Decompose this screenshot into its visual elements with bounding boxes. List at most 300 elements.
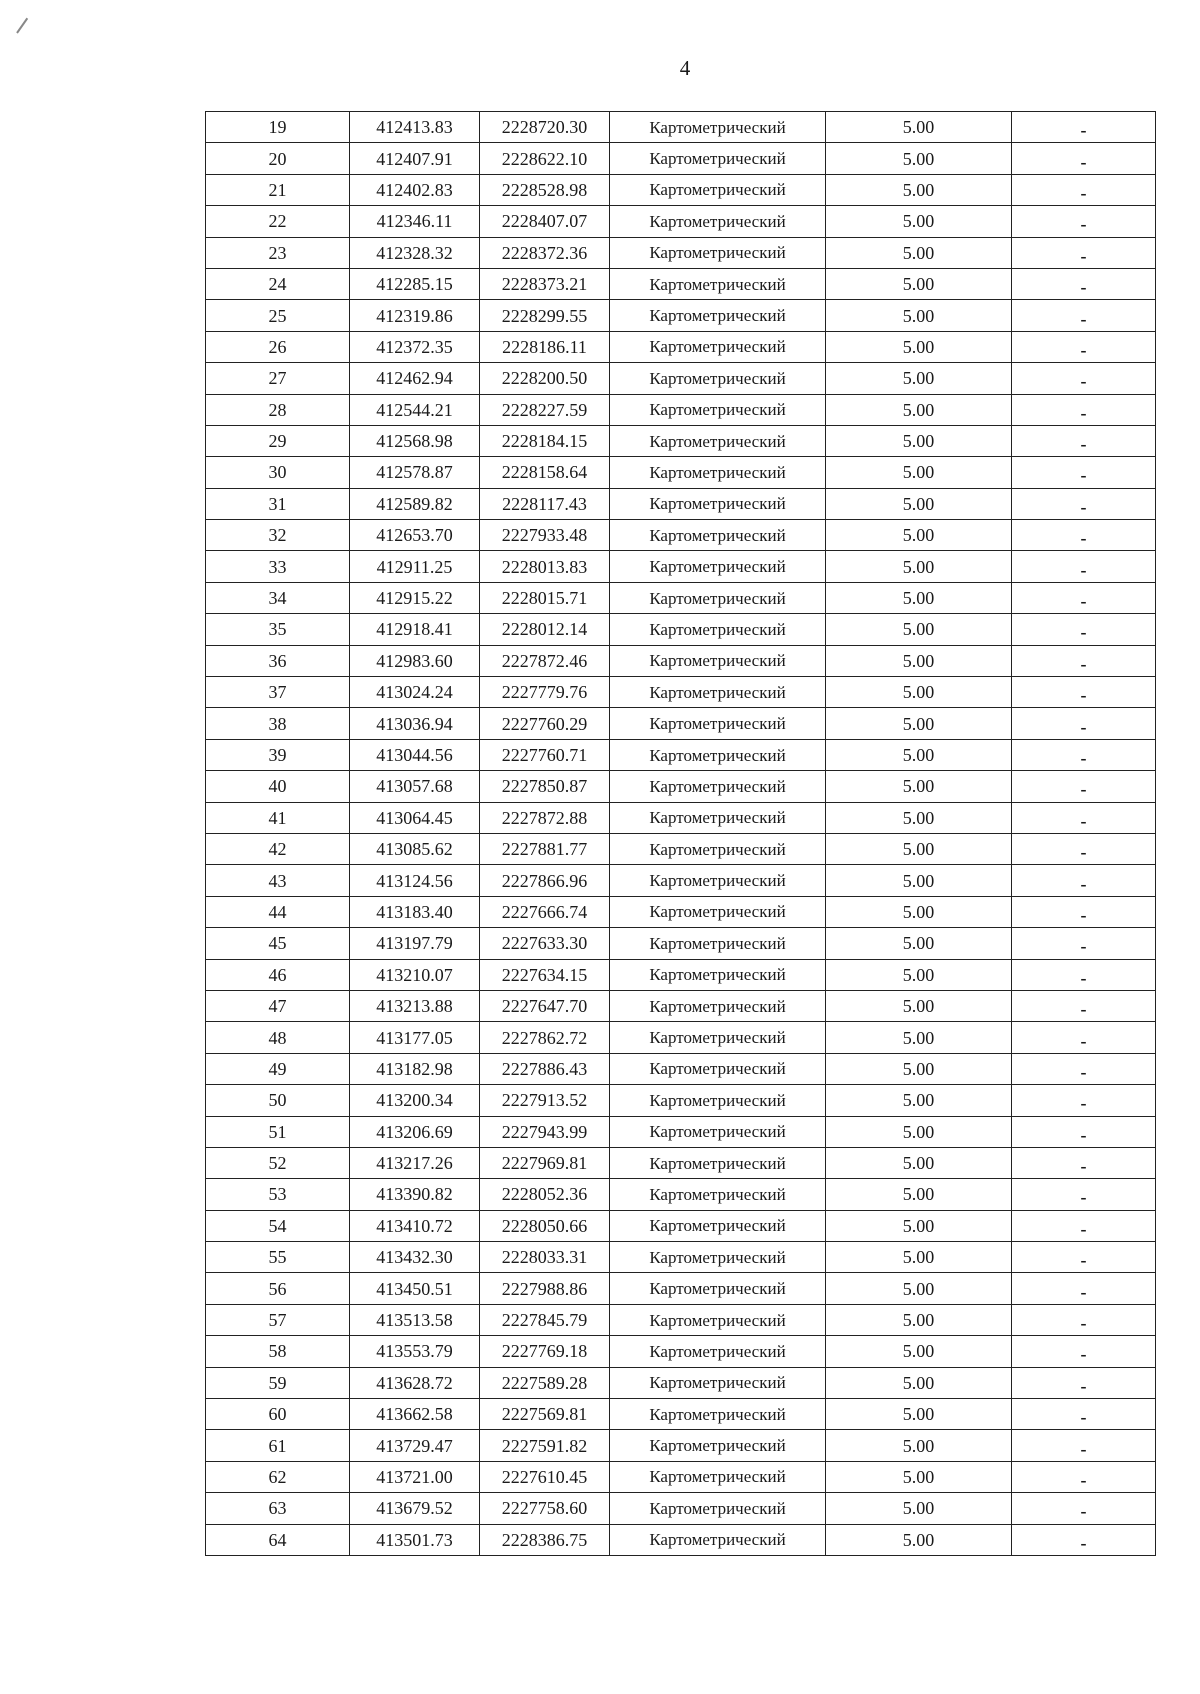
point-number-cell: 64: [206, 1524, 350, 1555]
point-number-cell: 53: [206, 1179, 350, 1210]
note-dash: -: [1080, 1156, 1087, 1177]
y-coordinate-cell: 2227591.82: [480, 1430, 610, 1461]
point-number-cell: 49: [206, 1053, 350, 1084]
precision-cell: 5.00: [826, 708, 1012, 739]
note-dash: -: [1080, 214, 1087, 235]
y-coordinate-cell: 2228184.15: [480, 425, 610, 456]
method-cell: Картометрический: [610, 582, 826, 613]
table-row: [206, 1304, 1156, 1335]
note-cell: [1012, 206, 1156, 237]
precision-cell: 5.00: [826, 112, 1012, 143]
note-cell: [1012, 990, 1156, 1021]
precision-cell: 5.00: [826, 1493, 1012, 1524]
note-cell: [1012, 551, 1156, 582]
x-coordinate-cell: 413197.79: [350, 928, 480, 959]
precision-cell: 5.00: [826, 582, 1012, 613]
point-number-cell: 62: [206, 1461, 350, 1492]
x-coordinate-cell: 413679.52: [350, 1493, 480, 1524]
method-cell: Картометрический: [610, 928, 826, 959]
x-coordinate-cell: 413628.72: [350, 1367, 480, 1398]
method-cell: Картометрический: [610, 1524, 826, 1555]
precision-cell: 5.00: [826, 1273, 1012, 1304]
note-cell: [1012, 739, 1156, 770]
y-coordinate-cell: 2227845.79: [480, 1304, 610, 1335]
point-number-cell: 40: [206, 771, 350, 802]
note-dash: -: [1080, 810, 1087, 831]
method-cell: Картометрический: [610, 645, 826, 676]
table-row: [206, 206, 1156, 237]
note-dash: -: [1080, 1218, 1087, 1239]
y-coordinate-cell: 2227988.86: [480, 1273, 610, 1304]
note-cell: [1012, 1179, 1156, 1210]
precision-cell: 5.00: [826, 990, 1012, 1021]
table-row: [206, 1273, 1156, 1304]
method-cell: Картометрический: [610, 1461, 826, 1492]
point-number-cell: 54: [206, 1210, 350, 1241]
point-number-cell: 36: [206, 645, 350, 676]
note-cell: [1012, 394, 1156, 425]
table-row: [206, 300, 1156, 331]
x-coordinate-cell: 413721.00: [350, 1461, 480, 1492]
note-cell: [1012, 1524, 1156, 1555]
x-coordinate-cell: 413213.88: [350, 990, 480, 1021]
y-coordinate-cell: 2227872.88: [480, 802, 610, 833]
method-cell: Картометрический: [610, 425, 826, 456]
precision-cell: 5.00: [826, 268, 1012, 299]
note-cell: [1012, 143, 1156, 174]
precision-cell: 5.00: [826, 614, 1012, 645]
table-row: [206, 425, 1156, 456]
table-row: [206, 1116, 1156, 1147]
y-coordinate-cell: 2227634.15: [480, 959, 610, 990]
method-cell: Картометрический: [610, 1367, 826, 1398]
x-coordinate-cell: 413206.69: [350, 1116, 480, 1147]
note-dash: -: [1080, 999, 1087, 1020]
note-cell: [1012, 363, 1156, 394]
precision-cell: 5.00: [826, 331, 1012, 362]
method-cell: Картометрический: [610, 802, 826, 833]
x-coordinate-cell: 412544.21: [350, 394, 480, 425]
x-coordinate-cell: 412918.41: [350, 614, 480, 645]
precision-cell: 5.00: [826, 237, 1012, 268]
method-cell: Картометрический: [610, 959, 826, 990]
y-coordinate-cell: 2228299.55: [480, 300, 610, 331]
note-dash: -: [1080, 1250, 1087, 1271]
table-row: [206, 1210, 1156, 1241]
note-dash: -: [1080, 779, 1087, 800]
y-coordinate-cell: 2228033.31: [480, 1242, 610, 1273]
note-cell: [1012, 614, 1156, 645]
method-cell: Картометрический: [610, 1242, 826, 1273]
table-row: [206, 833, 1156, 864]
note-cell: [1012, 582, 1156, 613]
y-coordinate-cell: 2227758.60: [480, 1493, 610, 1524]
note-dash: -: [1080, 1093, 1087, 1114]
note-cell: [1012, 708, 1156, 739]
point-number-cell: 45: [206, 928, 350, 959]
x-coordinate-cell: 413024.24: [350, 677, 480, 708]
note-dash: -: [1080, 685, 1087, 706]
coordinates-table: [205, 111, 1156, 1556]
note-dash: -: [1080, 1187, 1087, 1208]
method-cell: Картометрический: [610, 1304, 826, 1335]
table-row: [206, 1022, 1156, 1053]
table-row: [206, 394, 1156, 425]
point-number-cell: 20: [206, 143, 350, 174]
x-coordinate-cell: 413662.58: [350, 1399, 480, 1430]
precision-cell: 5.00: [826, 771, 1012, 802]
note-cell: [1012, 425, 1156, 456]
method-cell: Картометрический: [610, 206, 826, 237]
method-cell: Картометрический: [610, 1493, 826, 1524]
note-dash: -: [1080, 151, 1087, 172]
table-row: [206, 739, 1156, 770]
note-dash: -: [1080, 936, 1087, 957]
note-cell: [1012, 833, 1156, 864]
x-coordinate-cell: 413217.26: [350, 1147, 480, 1178]
x-coordinate-cell: 412346.11: [350, 206, 480, 237]
note-cell: [1012, 1053, 1156, 1084]
note-cell: [1012, 1147, 1156, 1178]
note-dash: -: [1080, 904, 1087, 925]
note-dash: -: [1080, 1061, 1087, 1082]
x-coordinate-cell: 412568.98: [350, 425, 480, 456]
note-dash: -: [1080, 653, 1087, 674]
method-cell: Картометрический: [610, 1210, 826, 1241]
y-coordinate-cell: 2227666.74: [480, 896, 610, 927]
point-number-cell: 23: [206, 237, 350, 268]
y-coordinate-cell: 2227850.87: [480, 771, 610, 802]
y-coordinate-cell: 2227647.70: [480, 990, 610, 1021]
point-number-cell: 22: [206, 206, 350, 237]
y-coordinate-cell: 2228622.10: [480, 143, 610, 174]
x-coordinate-cell: 412911.25: [350, 551, 480, 582]
note-cell: [1012, 520, 1156, 551]
note-dash: -: [1080, 120, 1087, 141]
table-row: [206, 1336, 1156, 1367]
point-number-cell: 59: [206, 1367, 350, 1398]
method-cell: Картометрический: [610, 677, 826, 708]
method-cell: Картометрический: [610, 112, 826, 143]
x-coordinate-cell: 413183.40: [350, 896, 480, 927]
y-coordinate-cell: 2228186.11: [480, 331, 610, 362]
precision-cell: 5.00: [826, 677, 1012, 708]
precision-cell: 5.00: [826, 928, 1012, 959]
x-coordinate-cell: 413501.73: [350, 1524, 480, 1555]
precision-cell: 5.00: [826, 802, 1012, 833]
point-number-cell: 48: [206, 1022, 350, 1053]
y-coordinate-cell: 2228013.83: [480, 551, 610, 582]
method-cell: Картометрический: [610, 551, 826, 582]
table-row: [206, 614, 1156, 645]
note-dash: -: [1080, 1438, 1087, 1459]
x-coordinate-cell: 412413.83: [350, 112, 480, 143]
precision-cell: 5.00: [826, 645, 1012, 676]
precision-cell: 5.00: [826, 1085, 1012, 1116]
x-coordinate-cell: 413553.79: [350, 1336, 480, 1367]
note-cell: [1012, 1367, 1156, 1398]
x-coordinate-cell: 413729.47: [350, 1430, 480, 1461]
method-cell: Картометрический: [610, 488, 826, 519]
note-cell: [1012, 1085, 1156, 1116]
precision-cell: 5.00: [826, 1179, 1012, 1210]
note-dash: -: [1080, 182, 1087, 203]
table-row: [206, 677, 1156, 708]
note-dash: -: [1080, 716, 1087, 737]
note-dash: -: [1080, 591, 1087, 612]
note-cell: [1012, 1022, 1156, 1053]
note-cell: [1012, 1430, 1156, 1461]
x-coordinate-cell: 413036.94: [350, 708, 480, 739]
precision-cell: 5.00: [826, 551, 1012, 582]
x-coordinate-cell: 413390.82: [350, 1179, 480, 1210]
note-dash: -: [1080, 277, 1087, 298]
y-coordinate-cell: 2228227.59: [480, 394, 610, 425]
precision-cell: 5.00: [826, 457, 1012, 488]
y-coordinate-cell: 2228720.30: [480, 112, 610, 143]
x-coordinate-cell: 412407.91: [350, 143, 480, 174]
note-cell: [1012, 865, 1156, 896]
note-dash: -: [1080, 245, 1087, 266]
method-cell: Картометрический: [610, 1147, 826, 1178]
precision-cell: 5.00: [826, 1524, 1012, 1555]
point-number-cell: 61: [206, 1430, 350, 1461]
note-dash: -: [1080, 1469, 1087, 1490]
precision-cell: 5.00: [826, 1430, 1012, 1461]
point-number-cell: 55: [206, 1242, 350, 1273]
x-coordinate-cell: 412578.87: [350, 457, 480, 488]
method-cell: Картометрический: [610, 520, 826, 551]
point-number-cell: 52: [206, 1147, 350, 1178]
note-dash: -: [1080, 465, 1087, 486]
note-cell: [1012, 771, 1156, 802]
table-row: [206, 143, 1156, 174]
table-row: [206, 268, 1156, 299]
precision-cell: 5.00: [826, 1116, 1012, 1147]
note-cell: [1012, 1242, 1156, 1273]
table-row: [206, 865, 1156, 896]
table-row: [206, 488, 1156, 519]
precision-cell: 5.00: [826, 1210, 1012, 1241]
note-cell: [1012, 1336, 1156, 1367]
point-number-cell: 56: [206, 1273, 350, 1304]
point-number-cell: 35: [206, 614, 350, 645]
x-coordinate-cell: 412372.35: [350, 331, 480, 362]
x-coordinate-cell: 412589.82: [350, 488, 480, 519]
method-cell: Картометрический: [610, 268, 826, 299]
method-cell: Картометрический: [610, 708, 826, 739]
table-row: [206, 112, 1156, 143]
method-cell: Картометрический: [610, 1399, 826, 1430]
method-cell: Картометрический: [610, 143, 826, 174]
precision-cell: 5.00: [826, 1367, 1012, 1398]
y-coordinate-cell: 2228052.36: [480, 1179, 610, 1210]
coordinates-table-body: [206, 112, 1156, 1556]
x-coordinate-cell: 413432.30: [350, 1242, 480, 1273]
method-cell: Картометрический: [610, 990, 826, 1021]
x-coordinate-cell: 412653.70: [350, 520, 480, 551]
point-number-cell: 28: [206, 394, 350, 425]
point-number-cell: 27: [206, 363, 350, 394]
table-row: [206, 237, 1156, 268]
note-dash: -: [1080, 622, 1087, 643]
method-cell: Картометрический: [610, 833, 826, 864]
point-number-cell: 29: [206, 425, 350, 456]
method-cell: Картометрический: [610, 331, 826, 362]
y-coordinate-cell: 2228386.75: [480, 1524, 610, 1555]
method-cell: Картометрический: [610, 614, 826, 645]
x-coordinate-cell: 412983.60: [350, 645, 480, 676]
method-cell: Картометрический: [610, 1022, 826, 1053]
y-coordinate-cell: 2227633.30: [480, 928, 610, 959]
point-number-cell: 41: [206, 802, 350, 833]
point-number-cell: 38: [206, 708, 350, 739]
note-dash: -: [1080, 1407, 1087, 1428]
y-coordinate-cell: 2228117.43: [480, 488, 610, 519]
table-row: [206, 1493, 1156, 1524]
x-coordinate-cell: 413200.34: [350, 1085, 480, 1116]
point-number-cell: 32: [206, 520, 350, 551]
y-coordinate-cell: 2227872.46: [480, 645, 610, 676]
note-dash: -: [1080, 308, 1087, 329]
y-coordinate-cell: 2227881.77: [480, 833, 610, 864]
page-number: 4: [679, 56, 691, 80]
precision-cell: 5.00: [826, 1399, 1012, 1430]
precision-cell: 5.00: [826, 1242, 1012, 1273]
table-row: [206, 1367, 1156, 1398]
x-coordinate-cell: 412462.94: [350, 363, 480, 394]
x-coordinate-cell: 413064.45: [350, 802, 480, 833]
note-dash: -: [1080, 1375, 1087, 1396]
note-dash: -: [1080, 842, 1087, 863]
method-cell: Картометрический: [610, 1085, 826, 1116]
y-coordinate-cell: 2227969.81: [480, 1147, 610, 1178]
precision-cell: 5.00: [826, 1022, 1012, 1053]
y-coordinate-cell: 2228373.21: [480, 268, 610, 299]
method-cell: Картометрический: [610, 300, 826, 331]
y-coordinate-cell: 2227769.18: [480, 1336, 610, 1367]
precision-cell: 5.00: [826, 1147, 1012, 1178]
x-coordinate-cell: 413177.05: [350, 1022, 480, 1053]
x-coordinate-cell: 413057.68: [350, 771, 480, 802]
note-cell: [1012, 896, 1156, 927]
table-row: [206, 520, 1156, 551]
y-coordinate-cell: 2227913.52: [480, 1085, 610, 1116]
note-dash: -: [1080, 528, 1087, 549]
point-number-cell: 50: [206, 1085, 350, 1116]
note-dash: -: [1080, 434, 1087, 455]
note-dash: -: [1080, 402, 1087, 423]
precision-cell: 5.00: [826, 833, 1012, 864]
table-row: [206, 708, 1156, 739]
point-number-cell: 31: [206, 488, 350, 519]
table-row: [206, 1461, 1156, 1492]
x-coordinate-cell: 412402.83: [350, 174, 480, 205]
note-cell: [1012, 237, 1156, 268]
note-cell: [1012, 959, 1156, 990]
note-cell: [1012, 457, 1156, 488]
table-row: [206, 174, 1156, 205]
note-dash: -: [1080, 1532, 1087, 1553]
note-cell: [1012, 300, 1156, 331]
precision-cell: 5.00: [826, 865, 1012, 896]
y-coordinate-cell: 2227933.48: [480, 520, 610, 551]
note-cell: [1012, 645, 1156, 676]
x-coordinate-cell: 413450.51: [350, 1273, 480, 1304]
point-number-cell: 19: [206, 112, 350, 143]
point-number-cell: 24: [206, 268, 350, 299]
y-coordinate-cell: 2228528.98: [480, 174, 610, 205]
table-row: [206, 1242, 1156, 1273]
note-dash: -: [1080, 559, 1087, 580]
point-number-cell: 63: [206, 1493, 350, 1524]
method-cell: Картометрический: [610, 1116, 826, 1147]
note-cell: [1012, 1461, 1156, 1492]
point-number-cell: 30: [206, 457, 350, 488]
precision-cell: 5.00: [826, 1461, 1012, 1492]
y-coordinate-cell: 2227760.29: [480, 708, 610, 739]
y-coordinate-cell: 2227779.76: [480, 677, 610, 708]
method-cell: Картометрический: [610, 363, 826, 394]
point-number-cell: 33: [206, 551, 350, 582]
y-coordinate-cell: 2227589.28: [480, 1367, 610, 1398]
table-row: [206, 582, 1156, 613]
table-row: [206, 990, 1156, 1021]
point-number-cell: 47: [206, 990, 350, 1021]
x-coordinate-cell: 413085.62: [350, 833, 480, 864]
y-coordinate-cell: 2228407.07: [480, 206, 610, 237]
table-row: [206, 331, 1156, 362]
table-row: [206, 1179, 1156, 1210]
precision-cell: 5.00: [826, 1053, 1012, 1084]
point-number-cell: 43: [206, 865, 350, 896]
note-cell: [1012, 1210, 1156, 1241]
x-coordinate-cell: 412915.22: [350, 582, 480, 613]
method-cell: Картометрический: [610, 1053, 826, 1084]
precision-cell: 5.00: [826, 300, 1012, 331]
note-dash: -: [1080, 1501, 1087, 1522]
y-coordinate-cell: 2228015.71: [480, 582, 610, 613]
table-row: [206, 551, 1156, 582]
method-cell: Картометрический: [610, 1336, 826, 1367]
table-row: [206, 1085, 1156, 1116]
point-number-cell: 21: [206, 174, 350, 205]
method-cell: Картометрический: [610, 237, 826, 268]
method-cell: Картометрический: [610, 1430, 826, 1461]
note-cell: [1012, 928, 1156, 959]
y-coordinate-cell: 2227866.96: [480, 865, 610, 896]
y-coordinate-cell: 2227862.72: [480, 1022, 610, 1053]
y-coordinate-cell: 2228372.36: [480, 237, 610, 268]
note-dash: -: [1080, 339, 1087, 360]
note-dash: -: [1080, 371, 1087, 392]
x-coordinate-cell: 413182.98: [350, 1053, 480, 1084]
table-row: [206, 1399, 1156, 1430]
note-cell: [1012, 112, 1156, 143]
precision-cell: 5.00: [826, 143, 1012, 174]
method-cell: Картометрический: [610, 174, 826, 205]
table-row: [206, 645, 1156, 676]
note-dash: -: [1080, 496, 1087, 517]
table-row: [206, 1524, 1156, 1555]
note-cell: [1012, 331, 1156, 362]
point-number-cell: 57: [206, 1304, 350, 1335]
point-number-cell: 26: [206, 331, 350, 362]
x-coordinate-cell: 412319.86: [350, 300, 480, 331]
method-cell: Картометрический: [610, 1273, 826, 1304]
point-number-cell: 58: [206, 1336, 350, 1367]
y-coordinate-cell: 2227569.81: [480, 1399, 610, 1430]
